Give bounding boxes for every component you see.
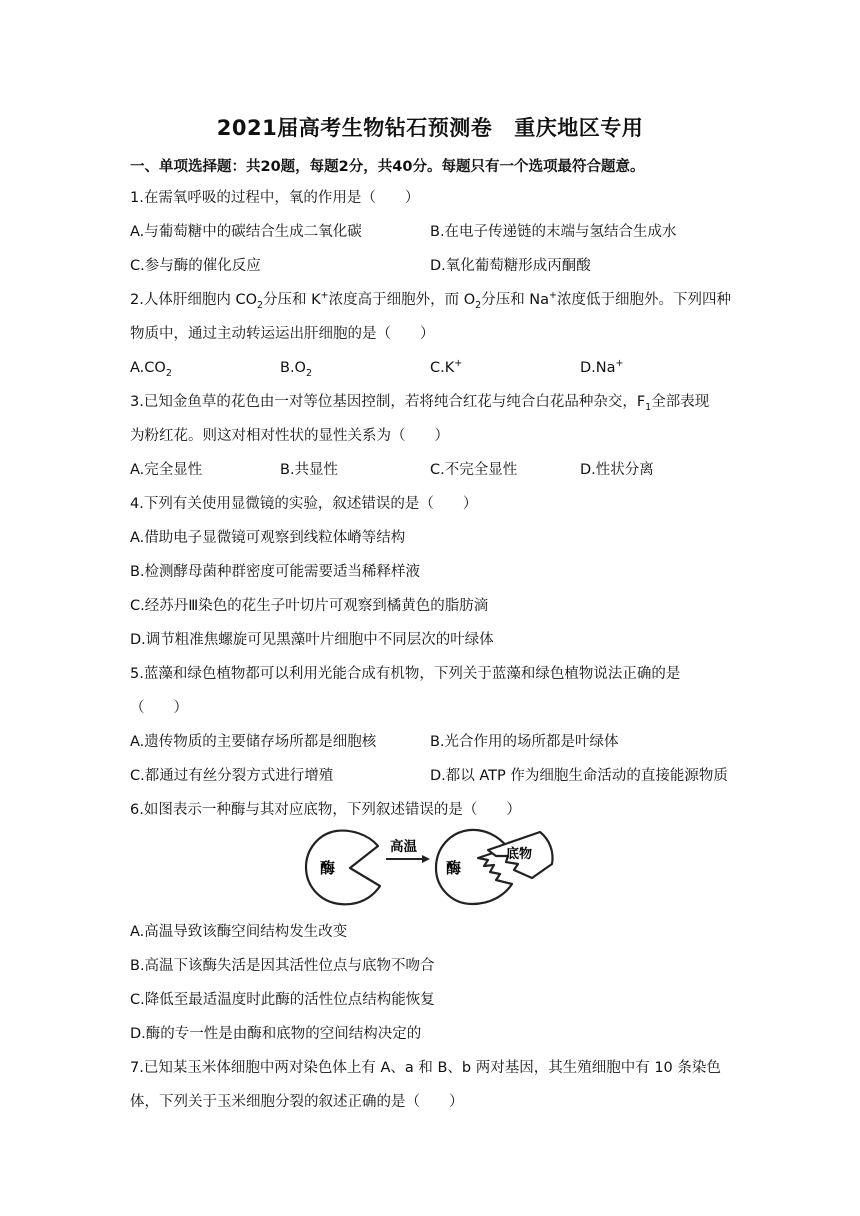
q2-option-c: C.K+	[430, 358, 463, 376]
q5-stem-line2: （ ）	[130, 700, 188, 716]
q2-option-a: $A.CO_2$	[130, 360, 172, 379]
q3-option-d: D.性状分离	[580, 462, 654, 478]
title-region: 重庆地区专用	[514, 116, 644, 140]
q5-option-a: A.遗传物质的主要储存场所都是细胞核	[130, 734, 377, 750]
q5-stem-line1: 5.蓝藻和绿色植物都可以利用光能合成有机物，下列关于蓝藻和绿色植物说法正确的是	[130, 666, 681, 682]
q6-stem: 6.如图表示一种酶与其对应底物，下列叙述错误的是（ ）	[130, 802, 521, 818]
exam-title	[0, 112, 860, 142]
q6-option-c: C.降低至最适温度时此酶的活性位点结构能恢复	[130, 992, 435, 1008]
q1-option-d: D.氧化葡萄糖形成丙酮酸	[430, 258, 591, 274]
title-main: 2021届高考生物钻石预测卷	[216, 116, 493, 140]
q2-option-b: $B.O_2$	[280, 360, 313, 379]
arrow-head	[422, 855, 430, 863]
q1-option-b: B.在电子传递链的末端与氢结合生成水	[430, 224, 677, 240]
q4-option-a: A.借助电子显微镜可观察到线粒体嵴等结构	[130, 530, 406, 546]
q1-option-c: C.参与酶的催化反应	[130, 258, 261, 274]
q2-stem-line1: 2.人体肝细胞内 $CO_2$分压和 K+浓度高于细胞外，而 $O_2$分压和 Na+浓度低于细胞外。下列四种	[130, 290, 732, 311]
q6-option-d: D.酶的专一性是由酶和底物的空间结构决定的	[130, 1026, 422, 1042]
q7-stem-line1: 7.已知某玉米体细胞中两对染色体上有 A、a 和 B、b 两对基因，其生殖细胞中有 10 条染色	[130, 1060, 721, 1076]
q2-stem-line2: 物质中，通过主动转运运出肝细胞的是（ ）	[130, 326, 435, 342]
q4-option-d: D.调节粗准焦螺旋可见黑藻叶片细胞中不同层次的叶绿体	[130, 632, 494, 648]
q5-option-b: B.光合作用的场所都是叶绿体	[430, 734, 619, 750]
q5-option-c: C.都通过有丝分裂方式进行增殖	[130, 768, 334, 784]
q1-option-a: A.与葡萄糖中的碳结合生成二氧化碳	[130, 224, 362, 240]
q4-option-b: B.检测酵母菌种群密度可能需要适当稀释样液	[130, 564, 421, 580]
q1-stem: 1.在需氧呼吸的过程中，氧的作用是（ ）	[130, 190, 420, 206]
enzyme-substrate-figure	[300, 826, 560, 908]
q5-option-d: D.都以 ATP 作为细胞生命活动的直接能源物质	[430, 768, 728, 784]
q6-option-b: B.高温下该酶失活是因其活性位点与底物不吻合	[130, 958, 435, 974]
enzyme-label-2: 酶	[446, 859, 462, 877]
q3-option-c: C.不完全显性	[430, 462, 518, 478]
q3-stem-line1: 3.已知金鱼草的花色由一对等位基因控制，若将纯合红花与纯合白花品种杂交，$F_1$全部表现	[130, 394, 710, 413]
q7-stem-line2: 体，下列关于玉米细胞分裂的叙述正确的是（ ）	[130, 1094, 464, 1110]
q4-stem: 4.下列有关使用显微镜的实验，叙述错误的是（ ）	[130, 496, 478, 512]
q3-option-a: A.完全显性	[130, 462, 203, 478]
q3-option-b: B.共显性	[280, 462, 339, 478]
section-header: 一、单项选择题：共20题，每题2分，共40分。每题只有一个选项最符合题意。	[130, 159, 645, 175]
q2-option-d: D.Na+	[580, 358, 624, 376]
substrate-label: 底物	[506, 847, 533, 862]
q3-stem-line2: 为粉红花。则这对相对性状的显性关系为（ ）	[130, 428, 449, 444]
q4-option-c: C.经苏丹Ⅲ染色的花生子叶切片可观察到橘黄色的脂肪滴	[130, 598, 489, 614]
enzyme-label: 酶	[320, 859, 336, 877]
q6-option-a: A.高温导致该酶空间结构发生改变	[130, 924, 348, 940]
arrow-label: 高温	[390, 839, 417, 855]
enzyme-shape	[306, 831, 380, 905]
